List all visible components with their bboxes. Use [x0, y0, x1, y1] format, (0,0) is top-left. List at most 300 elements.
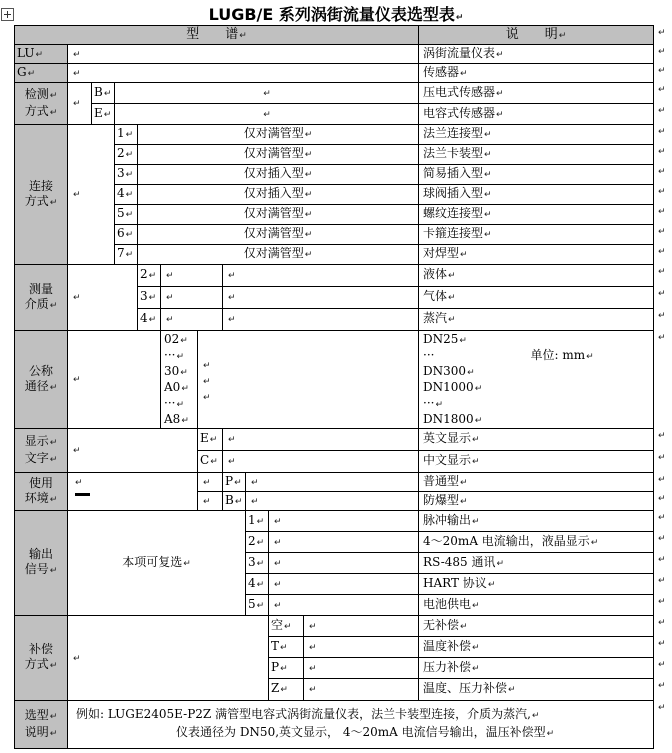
- code-text: G: [17, 64, 27, 79]
- code-cell: [246, 511, 269, 532]
- paragraph-mark-icon: ↵: [280, 663, 288, 674]
- row-end-paragraph-mark-icon: ↵: [658, 227, 666, 237]
- desc-text: DN25: [423, 332, 459, 346]
- paragraph-mark-icon: ↵: [180, 368, 188, 378]
- paragraph-mark-icon: ↵: [586, 352, 594, 362]
- desc-text: 液体: [423, 267, 448, 281]
- header-description: [419, 26, 654, 45]
- paragraph-mark-icon: ↵: [49, 661, 58, 671]
- paragraph-mark-icon: ↵: [460, 496, 468, 507]
- label-text: 检测: [24, 86, 49, 101]
- paragraph-mark-icon: ↵: [435, 400, 444, 410]
- desc-text: 压电式传感器: [423, 84, 496, 99]
- paragraph-mark-icon: ↵: [484, 190, 492, 200]
- empty-cell: [198, 492, 223, 511]
- empty-cell: [246, 473, 419, 492]
- paragraph-mark-icon: ↵: [304, 230, 313, 240]
- empty-cell: [223, 287, 419, 309]
- paragraph-mark-icon: ↵: [284, 621, 292, 632]
- code-text: 3: [248, 554, 256, 569]
- paragraph-mark-icon: ↵: [309, 685, 317, 695]
- paragraph-mark-icon: ↵: [210, 457, 218, 467]
- label-text: 通径: [24, 378, 49, 393]
- label-text: 方式: [24, 193, 49, 208]
- paragraph-mark-icon: ↵: [49, 728, 58, 739]
- paragraph-mark-icon: ↵: [35, 49, 43, 60]
- note-text: 仅对满管型: [243, 126, 304, 140]
- label-text: 使用: [28, 475, 53, 490]
- desc-text: 中文显示: [423, 453, 472, 467]
- desc-cell: [419, 104, 654, 125]
- paragraph-mark-icon: ↵: [183, 558, 191, 569]
- paragraph-mark-icon: ↵: [181, 416, 189, 426]
- empty-cell: [68, 45, 419, 64]
- empty-cell: [198, 331, 419, 429]
- label-text: 输出: [28, 547, 53, 561]
- desc-cell: [419, 532, 654, 553]
- desc-cell: [419, 473, 654, 492]
- desc-text: 法兰卡装型: [423, 146, 484, 160]
- section-label-connection: [15, 125, 68, 265]
- example-line2: 仪表通径为 DN50,英文显示， 4～20mA 电流信号输出，温压补偿型: [176, 725, 546, 739]
- paragraph-mark-icon: ↵: [73, 653, 81, 664]
- label-text: 显示: [24, 433, 49, 448]
- row-label-g: [15, 64, 68, 83]
- label-text: 文字: [24, 450, 49, 465]
- code-text: Z: [271, 681, 280, 695]
- desc-cell: [419, 83, 654, 104]
- section-label-example: [15, 701, 68, 749]
- table-row: [15, 83, 654, 104]
- note-text: 仅对满管型: [243, 226, 304, 240]
- desc-text: 法兰连接型: [423, 126, 484, 140]
- row-end-paragraph-mark-icon: ↵: [658, 681, 666, 691]
- code-text: 空: [271, 617, 284, 632]
- empty-cell: [161, 265, 223, 287]
- code-cell: [92, 83, 115, 104]
- paragraph-mark-icon: ↵: [125, 230, 134, 240]
- paragraph-mark-icon: ↵: [228, 457, 236, 467]
- paragraph-mark-icon: ↵: [256, 537, 265, 548]
- desc-text: DN1800: [423, 412, 474, 426]
- desc-text: 简易插入型: [423, 166, 484, 180]
- label-text: 方式: [24, 103, 49, 118]
- row-end-paragraph-mark-icon: ↵: [658, 431, 666, 441]
- code-cell: [198, 429, 223, 451]
- desc-text: 防爆型: [423, 492, 460, 507]
- paragraph-mark-icon: ↵: [73, 49, 81, 60]
- row-end-paragraph-mark-icon: ↵: [658, 28, 666, 38]
- code-text: 2: [140, 267, 148, 281]
- paragraph-mark-icon: ↵: [203, 360, 211, 371]
- section-label-compensation: [15, 616, 68, 701]
- example-line1: 例如: LUGE2405E-P2Z 满管型电容式涡街流量仪表，法兰卡装型连接，介质为蒸汽,: [76, 707, 531, 721]
- table-row: [15, 616, 654, 637]
- desc-text: 无补偿: [423, 617, 460, 632]
- paragraph-mark-icon: ↵: [49, 454, 58, 465]
- note-text: 仅对插入型: [243, 166, 304, 180]
- paragraph-mark-icon: ↵: [448, 315, 456, 325]
- paragraph-mark-icon: ↵: [228, 435, 236, 445]
- code-text: 1: [248, 512, 256, 527]
- paragraph-mark-icon: ↵: [472, 516, 480, 527]
- empty-cell: [161, 287, 223, 309]
- paragraph-mark-icon: ↵: [484, 230, 492, 240]
- code-cell: [138, 265, 161, 287]
- title-text: LUGB/E 系列涡街流量仪表选型表: [208, 5, 455, 24]
- empty-cell: [269, 595, 419, 616]
- selection-table: [14, 25, 654, 749]
- code-text: ···: [164, 348, 176, 362]
- paragraph-mark-icon: ↵: [75, 478, 83, 488]
- unit-note: 单位: mm: [530, 348, 586, 362]
- empty-cell: [115, 104, 419, 125]
- paragraph-mark-icon: ↵: [496, 109, 504, 120]
- paragraph-mark-icon: ↵: [274, 600, 282, 611]
- code-text: A8: [164, 412, 181, 426]
- paragraph-mark-icon: ↵: [304, 190, 313, 200]
- table-row: [15, 473, 654, 492]
- paragraph-mark-icon: ↵: [148, 271, 157, 281]
- desc-text: 对焊型: [423, 246, 460, 260]
- paragraph-mark-icon: ↵: [280, 685, 288, 695]
- desc-text: DN1000: [423, 380, 474, 394]
- paragraph-mark-icon: ↵: [73, 68, 81, 79]
- desc-text: 电容式传感器: [423, 105, 496, 120]
- desc-text: 螺纹连接型: [423, 206, 484, 220]
- paragraph-mark-icon: ↵: [125, 130, 134, 140]
- row-end-paragraph-mark-icon: ↵: [658, 66, 666, 76]
- paragraph-mark-icon: ↵: [49, 711, 58, 722]
- paragraph-mark-icon: ↵: [125, 170, 134, 180]
- empty-cell: [68, 265, 138, 331]
- desc-text: 球阀插入型: [423, 186, 484, 200]
- paragraph-mark-icon: ↵: [496, 49, 504, 60]
- empty-cell: [269, 553, 419, 574]
- section-label-display: [15, 429, 68, 473]
- desc-text: 4～20mA 电流输出，液晶显示: [423, 533, 590, 548]
- desc-cell: [419, 64, 654, 83]
- paragraph-mark-icon: ↵: [455, 13, 464, 23]
- header-model-label: 型 谱: [186, 26, 239, 42]
- empty-cell: [269, 574, 419, 595]
- paragraph-mark-icon: ↵: [460, 250, 468, 260]
- code-text: E: [94, 105, 103, 120]
- note-cell: [138, 205, 419, 225]
- label-text: 方式: [24, 657, 49, 671]
- paragraph-mark-icon: ↵: [256, 600, 265, 611]
- paragraph-mark-icon: ↵: [103, 109, 112, 120]
- code-text: B: [225, 492, 234, 507]
- paragraph-mark-icon: ↵: [239, 30, 247, 41]
- model-hyphen-cell: [68, 473, 198, 511]
- empty-cell: [115, 83, 419, 104]
- table-row: [15, 331, 654, 429]
- desc-text: 涡街流量仪表: [423, 45, 496, 60]
- desc-text: DN300: [423, 364, 467, 378]
- paragraph-mark-icon: ↵: [304, 210, 313, 220]
- paragraph-mark-icon: ↵: [148, 293, 157, 303]
- desc-text: 脉冲输出: [423, 512, 472, 527]
- row-end-paragraph-mark-icon: ↵: [658, 494, 666, 504]
- paragraph-mark-icon: ↵: [49, 90, 58, 101]
- desc-cell: [419, 553, 654, 574]
- desc-text: 卡箍连接型: [423, 226, 484, 240]
- paragraph-mark-icon: ↵: [73, 190, 81, 200]
- code-text: A0: [164, 380, 181, 394]
- desc-text: 英文显示: [423, 431, 472, 445]
- paragraph-mark-icon: ↵: [309, 663, 317, 674]
- code-cell: [138, 287, 161, 309]
- desc-cell: [419, 225, 654, 245]
- code-cell: [269, 637, 304, 658]
- note-text: 仅对满管型: [243, 206, 304, 220]
- row-end-paragraph-mark-icon: ↵: [658, 167, 666, 177]
- table-row: [15, 429, 654, 451]
- section-label-output: [15, 511, 68, 616]
- desc-cell: [419, 679, 654, 701]
- table-row: [15, 511, 654, 532]
- code-text: 5: [117, 206, 125, 220]
- paragraph-mark-icon: ↵: [27, 68, 36, 79]
- desc-cell: [419, 637, 654, 658]
- code-cell: [269, 658, 304, 679]
- code-text: C: [200, 453, 210, 467]
- row-end-paragraph-mark-icon: ↵: [658, 618, 666, 628]
- paragraph-mark-icon: ↵: [49, 197, 58, 208]
- paragraph-mark-icon: ↵: [309, 621, 317, 632]
- desc-cell: [419, 595, 654, 616]
- paragraph-mark-icon: ↵: [546, 729, 555, 739]
- paragraph-mark-icon: ↵: [558, 30, 567, 41]
- paragraph-mark-icon: ↵: [49, 300, 58, 311]
- table-row: [15, 45, 654, 64]
- note-cell: [138, 145, 419, 165]
- example-cell: [68, 701, 654, 749]
- label-text: 信号: [24, 562, 49, 576]
- row-end-paragraph-mark-icon: ↵: [658, 311, 666, 321]
- note-cell: [138, 165, 419, 185]
- code-text: 1: [117, 126, 125, 140]
- table-row: [15, 104, 654, 125]
- paragraph-mark-icon: ↵: [304, 170, 313, 180]
- empty-cell: [223, 429, 419, 451]
- paragraph-mark-icon: ↵: [73, 375, 81, 385]
- paragraph-mark-icon: ↵: [256, 558, 265, 569]
- paragraph-mark-icon: ↵: [103, 88, 112, 99]
- desc-cell: [419, 45, 654, 64]
- desc-cell: [419, 265, 654, 287]
- paragraph-mark-icon: ↵: [472, 435, 480, 445]
- paragraph-mark-icon: ↵: [460, 68, 468, 79]
- code-cell: [269, 679, 304, 701]
- empty-cell: [68, 64, 419, 83]
- desc-cell: [419, 287, 654, 309]
- desc-cell: [419, 658, 654, 679]
- paragraph-mark-icon: ↵: [203, 376, 211, 387]
- code-text: 5: [248, 596, 256, 611]
- paragraph-mark-icon: ↵: [251, 477, 259, 488]
- row-end-paragraph-mark-icon: ↵: [658, 597, 666, 607]
- code-text: 2: [248, 533, 256, 548]
- paragraph-mark-icon: ↵: [49, 494, 58, 505]
- paragraph-mark-icon: ↵: [274, 537, 282, 548]
- row-end-paragraph-mark-icon: ↵: [658, 127, 666, 137]
- paragraph-mark-icon: ↵: [448, 293, 456, 303]
- code-cell: [269, 616, 304, 637]
- empty-cell: [223, 451, 419, 473]
- note-text: 本项可复选: [122, 554, 183, 569]
- paragraph-mark-icon: ↵: [474, 384, 483, 394]
- row-end-paragraph-mark-icon: ↵: [658, 267, 666, 277]
- code-text: 30: [164, 364, 180, 378]
- paragraph-mark-icon: ↵: [484, 130, 492, 140]
- paragraph-mark-icon: ↵: [181, 384, 189, 394]
- paragraph-mark-icon: ↵: [280, 642, 288, 653]
- empty-cell: [304, 616, 419, 637]
- code-cell: [246, 574, 269, 595]
- note-text: 仅对满管型: [243, 246, 304, 260]
- desc-text: ···: [423, 348, 435, 362]
- code-cell: [115, 145, 138, 165]
- paragraph-mark-icon: ↵: [49, 382, 58, 393]
- desc-text: 气体: [423, 289, 448, 303]
- desc-cell: [419, 492, 654, 511]
- paragraph-mark-icon: ↵: [309, 642, 317, 653]
- code-cell: [92, 104, 115, 125]
- code-text: 2: [117, 146, 125, 160]
- paragraph-mark-icon: ↵: [467, 368, 475, 378]
- paragraph-mark-icon: ↵: [203, 496, 211, 507]
- row-end-paragraph-mark-icon: ↵: [658, 207, 666, 217]
- code-cell: [246, 553, 269, 574]
- row-end-paragraph-mark-icon: ↵: [658, 453, 666, 463]
- diameter-codes-cell: [161, 331, 198, 429]
- desc-cell: [419, 616, 654, 637]
- label-text: 介质: [24, 296, 49, 311]
- code-cell: [115, 245, 138, 265]
- paragraph-mark-icon: ↵: [487, 579, 496, 590]
- empty-cell: [269, 511, 419, 532]
- table-row: [15, 26, 654, 45]
- paragraph-mark-icon: ↵: [228, 293, 236, 303]
- header-desc-label: 说 明: [505, 26, 558, 42]
- desc-cell: [419, 205, 654, 225]
- desc-text: 蒸汽: [423, 311, 448, 325]
- header-model-spectrum: [15, 26, 419, 45]
- paragraph-mark-icon: ↵: [125, 210, 134, 220]
- empty-cell: [246, 492, 419, 511]
- paragraph-mark-icon: ↵: [496, 558, 505, 569]
- paragraph-mark-icon: ↵: [460, 621, 468, 632]
- code-text: 02: [164, 332, 180, 346]
- paragraph-mark-icon: ↵: [256, 516, 265, 527]
- label-text: 说明: [24, 724, 49, 739]
- code-text: E: [200, 431, 209, 445]
- note-cell: [138, 125, 419, 145]
- code-text: 3: [140, 289, 148, 303]
- row-end-paragraph-mark-icon: ↵: [658, 555, 666, 565]
- paragraph-mark-icon: ↵: [304, 130, 313, 140]
- desc-cell: [419, 165, 654, 185]
- section-label-detection: [15, 83, 68, 125]
- section-label-medium: [15, 265, 68, 331]
- code-text: 4: [140, 311, 148, 325]
- document-title: [0, 2, 672, 25]
- code-text: P: [225, 473, 234, 488]
- paragraph-mark-icon: ↵: [256, 579, 265, 590]
- desc-cell: [419, 125, 654, 145]
- paragraph-mark-icon: ↵: [125, 190, 134, 200]
- table-row: [15, 265, 654, 287]
- desc-text: 传感器: [423, 64, 460, 79]
- desc-text: 压力补偿: [423, 659, 472, 674]
- paragraph-mark-icon: ↵: [251, 496, 259, 507]
- paragraph-mark-icon: ↵: [125, 150, 134, 160]
- paragraph-mark-icon: ↵: [228, 271, 236, 281]
- empty-cell: [269, 532, 419, 553]
- desc-text: 电池供电: [423, 596, 472, 611]
- paragraph-mark-icon: ↵: [203, 477, 211, 488]
- paragraph-mark-icon: ↵: [234, 496, 243, 507]
- paragraph-mark-icon: ↵: [460, 477, 468, 488]
- paragraph-mark-icon: ↵: [176, 400, 184, 410]
- desc-text: 温度补偿: [423, 638, 472, 653]
- paragraph-mark-icon: ↵: [49, 566, 58, 576]
- paragraph-mark-icon: ↵: [209, 435, 218, 445]
- section-label-environment: [15, 473, 68, 511]
- code-text: ···: [164, 396, 176, 410]
- paragraph-mark-icon: ↵: [125, 250, 134, 260]
- row-end-paragraph-mark-icon: ↵: [658, 534, 666, 544]
- section-label-diameter: [15, 331, 68, 429]
- desc-cell: [419, 145, 654, 165]
- row-end-paragraph-mark-icon: ↵: [658, 147, 666, 157]
- desc-text: RS-485 通讯: [423, 554, 496, 569]
- paragraph-mark-icon: ↵: [472, 600, 480, 611]
- note-text: 仅对满管型: [243, 146, 304, 160]
- row-end-paragraph-mark-icon: ↵: [658, 639, 666, 649]
- code-cell: [223, 492, 246, 511]
- label-text: 连接: [28, 178, 53, 193]
- paragraph-mark-icon: ↵: [263, 88, 271, 99]
- model-hyphen: [75, 493, 90, 496]
- paragraph-mark-icon: ↵: [590, 537, 599, 548]
- paragraph-mark-icon: ↵: [263, 109, 271, 120]
- row-end-paragraph-mark-icon: ↵: [658, 475, 666, 485]
- paragraph-mark-icon: ↵: [274, 558, 282, 569]
- paragraph-mark-icon: ↵: [73, 446, 81, 456]
- label-text: 环境: [24, 490, 49, 505]
- code-text: 4: [248, 575, 256, 590]
- paragraph-mark-icon: ↵: [274, 579, 282, 590]
- code-cell: [198, 451, 223, 473]
- paragraph-mark-icon: ↵: [73, 99, 81, 109]
- paragraph-mark-icon: ↵: [472, 457, 480, 467]
- code-cell: [223, 473, 246, 492]
- paragraph-mark-icon: ↵: [49, 437, 58, 448]
- paragraph-mark-icon: ↵: [49, 107, 58, 118]
- empty-cell: [304, 679, 419, 701]
- label-text: 选型: [24, 707, 49, 722]
- paragraph-mark-icon: ↵: [531, 711, 540, 721]
- paragraph-mark-icon: ↵: [304, 250, 313, 260]
- code-text: B: [94, 84, 103, 99]
- empty-cell: [68, 616, 269, 701]
- paragraph-mark-icon: ↵: [228, 315, 236, 325]
- label-text: 测量: [28, 281, 53, 296]
- paragraph-mark-icon: ↵: [508, 685, 516, 695]
